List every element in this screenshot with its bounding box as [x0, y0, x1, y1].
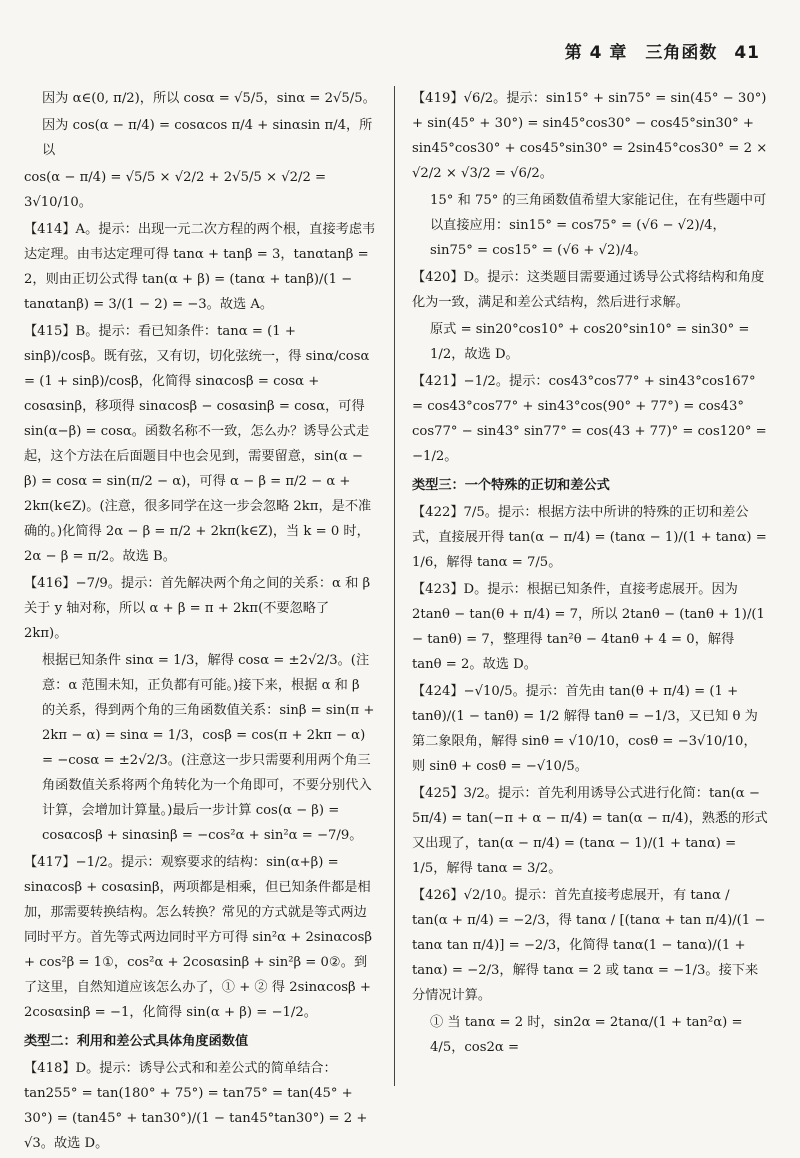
page-number: 41: [734, 43, 760, 63]
answer-paragraph: 【424】−√10/5。提示：首先由 tan(θ + π/4) = (1 + tanθ)/(1 − tanθ) = 1/2 解得 tanθ = −1/3，又已知 θ 为第二象限角，解得 sinθ = √10/10，cosθ = −3√10/10，则 sinθ + cosθ = −√10/5。: [412, 684, 758, 774]
answer-paragraph: 【417】−1/2。提示：观察要求的结构：sin(α+β) = sinαcosβ + cosαsinβ，两项都是相乘，但已知条件都是相加，那需要转换结构。怎么转换？常见的方式就是等式两边同时平方。首先等式两边同时平方可得 sin²α + 2sinαcosβ + cos²β = 1①，cos²α + 2cosαsinβ + sin²β = 0②。到了这里，自然知道应该怎么办了，① + ② 得 2sinαcosβ + 2cosαsinβ = −1，化简得 sin(α + β) = −1/2。: [24, 855, 372, 1020]
section-heading: 类型三：一个特殊的正切和差公式: [412, 478, 610, 493]
answer-paragraph: 【425】3/2。提示：首先利用诱导公式进行化简：tan(α − 5π/4) = tan(−π + α − π/4) = tan(α − π/4)，熟悉的形式又出现了，tan(α − π/4) = (tanα − 1)/(1 + tanα) = 1/5，解得 tanα = 3/2。: [412, 786, 768, 876]
answer-paragraph: 因为 α∈(0, π/2)，所以 cosα = √5/5，sinα = 2√5/5。: [42, 91, 376, 106]
answer-paragraph: 【419】√6/2。提示：sin15° + sin75° = sin(45° − 30°) + sin(45° + 30°) = sin45°cos30° − cos45°sin30° + sin45°cos30° + cos45°sin30° = 2sin45°cos30° = 2 × √2/2 × √3/2 = √6/2。: [412, 91, 768, 181]
chapter-title: 第 4 章 三角函数: [564, 43, 718, 63]
answer-paragraph: 【418】D。提示：诱导公式和和差公式的简单结合：tan255° = tan(180° + 75°) = tan75° = tan(45° + 30°) = (tan45° + tan30°)/(1 − tan45°tan30°) = 2 + √3。故选 D。: [24, 1061, 368, 1151]
answer-paragraph: 【415】B。提示：看已知条件：tanα = (1 + sinβ)/cosβ。既有弦，又有切，切化弦统一，得 sinα/cosα = (1 + sinβ)/cosβ，化简得 sinαcosβ = cosα + cosαsinβ，移项得 sinαcosβ − cosαsinβ = cosα，可得 sin(α−β) = cosα。函数名称不一致，怎么办？诱导公式走起，这个方法在后面题目中也会见到，需要留意，sin(α − β) = cosα = sin(π/2 − α)，可得 α − β = π/2 − α + 2kπ(k∈Z)。(注意，很多同学在这一步会忽略 2kπ，是不准确的。)化简得 2α − β = π/2 + 2kπ(k∈Z)，当 k = 0 时，2α − β = π/2。故选 B。: [24, 324, 372, 564]
left-column: [24, 86, 376, 1158]
answer-paragraph: 【422】7/5。提示：根据方法中所讲的特殊的正切和差公式，直接展开得 tan(α − π/4) = (tanα − 1)/(1 + tanα) = 1/6，解得 tanα = 7/5。: [412, 505, 767, 570]
answer-paragraph: 根据已知条件 sinα = 1/3，解得 cosα = ±2√2/3。(注意：α 范围未知，正负都有可能。)接下来，根据 α 和 β 的关系，得到两个角的三角函数值关系：sinβ = sin(π + 2kπ − α) = sinα = 1/3，cosβ = cos(π + 2kπ − α) = −cosα = ±2√2/3。(注意这一步只需要利用两个角三角函数值关系将两个角转化为一个角即可，不要分别代入计算，会增加计算量。)最后一步计算 cos(α − β) = cosαcosβ + sinαsinβ = −cos²α + sin²α = −7/9。: [42, 653, 375, 843]
answer-paragraph: 【414】A。提示：出现一元二次方程的两个根，直接考虑韦达定理。由韦达定理可得 tanα + tanβ = 3，tanαtanβ = 2，则由正切公式得 tan(α + β) = (tanα + tanβ)/(1 − tanαtanβ) = 3/(1 − 2) = −3。故选 A。: [24, 222, 376, 312]
right-column: [412, 86, 768, 1062]
answer-paragraph: 【420】D。提示：这类题目需要通过诱导公式将结构和角度化为一致，满足和差公式结构，然后进行求解。: [412, 270, 765, 310]
answer-paragraph: 因为 cos(α − π/4) = cosαcos π/4 + sinαsin π/4，所以: [42, 118, 373, 158]
answer-paragraph: 【423】D。提示：根据已知条件，直接考虑展开。因为 2tanθ − tan(θ + π/4) = 7，所以 2tanθ − (tanθ + 1)/(1 − tanθ) = 7，整理得 tan²θ − 4tanθ + 4 = 0，解得 tanθ = 2。故选 D。: [412, 582, 765, 672]
answer-paragraph: 【426】√2/10。提示：首先直接考虑展开，有 tanα / tan(α + π/4) = −2/3，得 tanα / [(tanα + tan π/4)/(1 − tanα tan π/4)] = −2/3，化简得 tanα(1 − tanα)/(1 + tanα) = −2/3，解得 tanα = 2 或 tanα = −1/3。接下来分情况计算。: [412, 888, 766, 1003]
section-heading: 类型二：利用和差公式具体角度函数值: [24, 1034, 249, 1049]
answer-paragraph: ① 当 tanα = 2 时，sin2α = 2tanα/(1 + tan²α) = 4/5，cos2α =: [430, 1015, 743, 1055]
answer-paragraph: 【421】−1/2。提示：cos43°cos77° + sin43°cos167° = cos43°cos77° + sin43°cos(90° + 77°) = cos43° cos77° − sin43° sin77° = cos(43 + 77)° = cos120° = −1/2。: [412, 374, 767, 464]
answer-paragraph: 15° 和 75° 的三角函数值希望大家能记住，在有些题中可以直接应用：sin15° = cos75° = (√6 − √2)/4，sin75° = cos15° = (√6 + √2)/4。: [430, 193, 767, 258]
column-divider: [394, 86, 395, 1086]
answer-paragraph: 原式 = sin20°cos10° + cos20°sin10° = sin30° = 1/2，故选 D。: [430, 322, 750, 362]
page-header: [40, 38, 760, 63]
answer-paragraph: 【416】−7/9。提示：首先解决两个角之间的关系：α 和 β 关于 y 轴对称，所以 α + β = π + 2kπ(不要忽略了 2kπ)。: [24, 576, 371, 641]
answer-paragraph: cos(α − π/4) = √5/5 × √2/2 + 2√5/5 × √2/2 = 3√10/10。: [24, 170, 327, 210]
